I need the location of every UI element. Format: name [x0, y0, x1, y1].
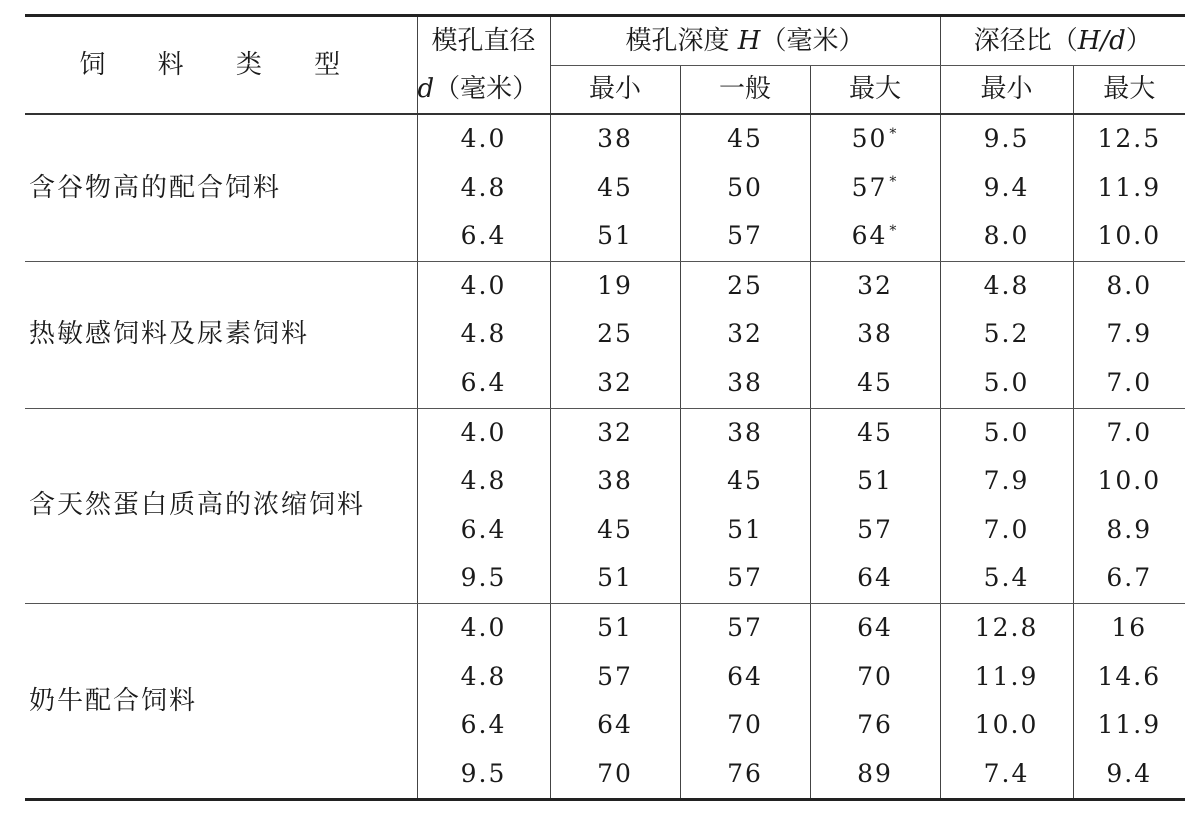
header-die-depth-unit: （毫米）	[760, 26, 865, 56]
document-page	[25, 14, 1185, 801]
depth-min-cell: 19	[550, 261, 680, 310]
die-diameter-cell: 4.0	[417, 408, 550, 457]
ratio-min-cell: 5.0	[940, 359, 1073, 408]
die-diameter-cell: 6.4	[417, 359, 550, 408]
footnote-star: *	[889, 222, 899, 239]
header-depth-max: 最大	[810, 66, 940, 115]
footnote-star: *	[889, 125, 899, 142]
depth-max-cell: 45	[810, 408, 940, 457]
die-diameter-cell: 4.0	[417, 603, 550, 652]
ratio-max-cell: 16	[1111, 612, 1148, 642]
ratio-max-cell: 7.0	[1106, 417, 1153, 447]
ratio-max-cell: 8.9	[1106, 514, 1153, 544]
depth-min-cell: 64	[550, 701, 680, 750]
depth-normal-cell: 64	[680, 653, 810, 702]
depth-min-cell: 32	[550, 359, 680, 408]
depth-normal-cell: 57	[680, 212, 810, 261]
depth-normal-cell: 57	[680, 603, 810, 652]
header-depth-normal: 一般	[680, 66, 810, 115]
depth-min-cell: 51	[550, 554, 680, 603]
header-die-diameter-unit	[417, 66, 550, 115]
depth-normal-cell: 76	[680, 750, 810, 800]
depth-max-cell: 76	[810, 701, 940, 750]
ratio-max-cell: 12.5	[1097, 124, 1162, 153]
ratio-max-cell: 7.9	[1106, 319, 1153, 349]
depth-max-value: 57	[851, 172, 888, 202]
depth-normal-cell: 50	[680, 164, 810, 213]
ratio-max-cell: 6.7	[1073, 554, 1185, 603]
header-diameter-unit: （毫米）	[434, 73, 539, 104]
header-ratio-max: 最大	[1073, 66, 1185, 115]
header-ratio	[940, 16, 1185, 66]
depth-max-cell: 64	[810, 603, 940, 652]
ratio-max-cell: 11.9	[1097, 172, 1162, 202]
depth-max-cell: 51	[810, 457, 940, 506]
die-diameter-cell: 6.4	[417, 506, 550, 555]
feed-type-cell: 含天然蛋白质高的浓缩饲料	[25, 408, 417, 603]
die-diameter-cell: 6.4	[417, 701, 550, 750]
ratio-max-cell: 9.4	[1073, 750, 1185, 800]
depth-min-cell: 38	[550, 457, 680, 506]
die-parameters-table	[25, 14, 1185, 801]
header-ratio-min: 最小	[940, 66, 1073, 115]
ratio-min-cell: 5.2	[940, 310, 1073, 359]
depth-max-cell: 38	[810, 310, 940, 359]
depth-normal-cell: 45	[680, 457, 810, 506]
header-ratio-suffix: ）	[1125, 26, 1152, 56]
ratio-max-cell: 10.0	[1073, 212, 1185, 261]
depth-min-cell: 45	[550, 506, 680, 555]
depth-min-cell: 45	[550, 164, 680, 213]
ratio-min-cell: 4.8	[940, 261, 1073, 310]
header-ratio-formula: H/d	[1077, 26, 1126, 56]
depth-min-cell: 51	[550, 603, 680, 652]
depth-min-cell: 70	[550, 750, 680, 800]
depth-max-cell: 70	[810, 653, 940, 702]
depth-max-cell: 45	[810, 359, 940, 408]
depth-max-cell: 64	[810, 554, 940, 603]
ratio-max-cell: 8.0	[1106, 270, 1153, 300]
ratio-min-cell: 5.0	[940, 408, 1073, 457]
die-diameter-cell: 4.0	[417, 261, 550, 310]
header-row-1	[25, 16, 1185, 66]
ratio-min-cell: 5.4	[940, 554, 1073, 603]
depth-min-cell: 57	[550, 653, 680, 702]
depth-min-cell: 51	[550, 212, 680, 261]
depth-normal-cell: 51	[680, 506, 810, 555]
die-diameter-cell: 6.4	[417, 212, 550, 261]
depth-normal-cell: 38	[680, 408, 810, 457]
ratio-min-cell: 7.0	[940, 506, 1073, 555]
ratio-min-cell: 12.8	[940, 603, 1073, 652]
depth-normal-cell: 57	[680, 554, 810, 603]
feed-type-cell: 含谷物高的配合饲料	[25, 114, 417, 261]
feed-type-cell: 奶牛配合饲料	[25, 603, 417, 799]
depth-max-cell	[810, 114, 940, 164]
depth-normal-cell: 38	[680, 359, 810, 408]
depth-min-cell: 38	[550, 114, 680, 164]
header-ratio-prefix: 深径比（	[973, 26, 1078, 56]
ratio-min-cell: 9.4	[940, 164, 1073, 213]
ratio-min-cell: 7.4	[940, 750, 1073, 800]
depth-max-cell	[810, 164, 940, 213]
ratio-max-cell: 14.6	[1097, 661, 1162, 691]
die-diameter-cell: 4.0	[417, 114, 550, 164]
depth-normal-cell: 32	[680, 310, 810, 359]
die-diameter-cell: 4.8	[417, 164, 550, 213]
die-diameter-cell: 4.8	[417, 310, 550, 359]
depth-max-value: 64	[851, 221, 888, 251]
table-body	[25, 114, 1185, 800]
ratio-min-cell: 8.0	[940, 212, 1073, 261]
depth-normal-cell: 25	[680, 261, 810, 310]
table-row	[25, 261, 1185, 310]
header-die-depth-prefix: 模孔深度	[625, 26, 730, 56]
depth-normal-cell: 45	[680, 114, 810, 164]
ratio-min-cell: 7.9	[940, 457, 1073, 506]
ratio-min-cell: 9.5	[940, 114, 1073, 164]
depth-max-value: 50	[851, 124, 888, 153]
die-diameter-cell: 9.5	[417, 554, 550, 603]
table-row	[25, 603, 1185, 652]
depth-normal-cell: 70	[680, 701, 810, 750]
ratio-max-cell: 11.9	[1097, 710, 1162, 740]
header-feed-type: 饲 料 类 型	[25, 16, 417, 115]
table-row	[25, 114, 1185, 164]
feed-type-cell: 热敏感饲料及尿素饲料	[25, 261, 417, 408]
header-diameter-symbol: d	[417, 73, 435, 104]
table-row	[25, 408, 1185, 457]
header-depth-min: 最小	[550, 66, 680, 115]
footnote-star: *	[889, 174, 899, 191]
die-diameter-cell: 4.8	[417, 653, 550, 702]
depth-max-cell: 57	[810, 506, 940, 555]
depth-min-cell: 25	[550, 310, 680, 359]
header-die-diameter: 模孔直径	[417, 16, 550, 66]
die-diameter-cell: 9.5	[417, 750, 550, 800]
depth-min-cell: 32	[550, 408, 680, 457]
ratio-min-cell: 11.9	[940, 653, 1073, 702]
die-diameter-cell: 4.8	[417, 457, 550, 506]
ratio-min-cell: 10.0	[940, 701, 1073, 750]
depth-max-cell	[810, 212, 940, 261]
depth-max-cell: 89	[810, 750, 940, 800]
ratio-max-cell: 7.0	[1073, 359, 1185, 408]
header-die-depth	[550, 16, 940, 66]
header-die-depth-symbol: H	[737, 26, 761, 56]
depth-max-cell: 32	[810, 261, 940, 310]
ratio-max-cell: 10.0	[1097, 466, 1162, 496]
